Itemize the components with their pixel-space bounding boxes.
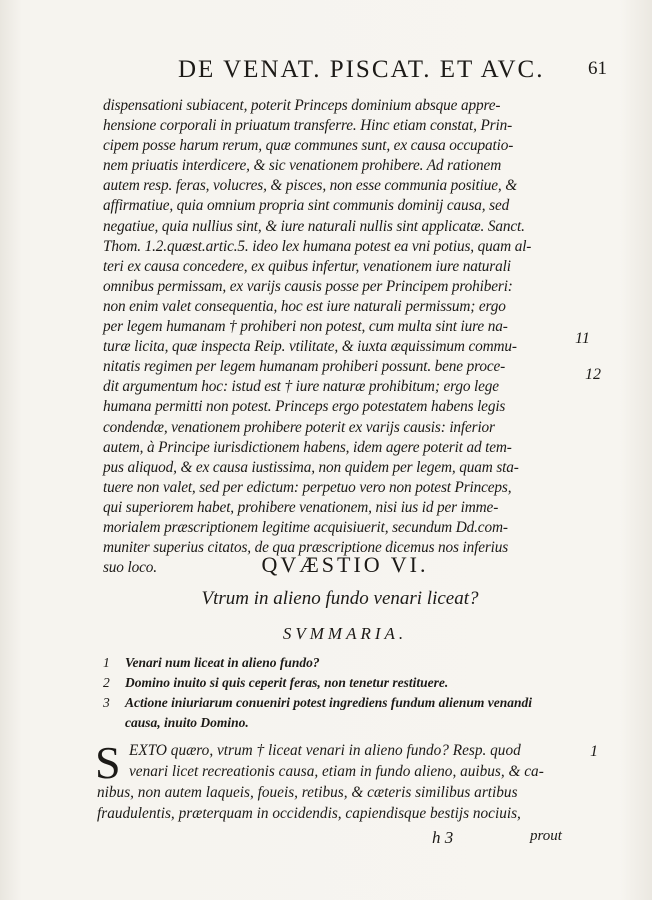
text-line: omnibus permissam, ex varijs causis posse per Principem prohiberi: [103, 277, 513, 295]
item-number: 3 [103, 695, 110, 710]
list-item [103, 653, 573, 673]
signature-mark: h 3 [432, 828, 454, 847]
main-paragraph [95, 737, 570, 824]
text-line: fraudulentis, præterquam in occidendis, capiendisque bestijs nociuis, [97, 805, 521, 822]
text-line: nitatis regimen per legem humanam prohiberi possunt. bene proce- [103, 358, 506, 376]
item-text: Venari num liceat in alieno fundo? [125, 655, 320, 670]
list-item [103, 673, 573, 693]
text-line: muniter superius citatos, de qua præscriptione dicemus nos inferius [103, 539, 509, 557]
item-text: causa, inuito Domino. [125, 715, 249, 730]
list-item [103, 693, 573, 713]
text-line: EXTO quæro, vtrum † liceat venari in alieno fundo? Resp. quod [129, 742, 521, 759]
margin-note: 11 [575, 330, 590, 347]
text-line: pus aliquod, & ex causa iustissima, non quidem per legem, quam sta- [103, 458, 519, 476]
list-item-continuation [103, 713, 573, 733]
item-text: Actione iniuriarum conueniri potest ingrediens fundum alienum venandi [125, 695, 532, 710]
page-number: 61 [588, 58, 607, 79]
text-line: turæ licita, quæ inspecta Reip. vtilitate, & iuxta æquissimum commu- [103, 338, 517, 356]
text-line: nibus, non autem laqueis, foueis, retibus, & cæteris similibus artibus [97, 784, 518, 801]
margin-note: 12 [585, 366, 601, 383]
text-line: venari licet recreationis causa, etiam in fundo alieno, auibus, & ca- [129, 763, 544, 780]
text-line: negatiue, quia nullius sint, & iure naturali nullis sint applicatæ. Sanct. [103, 217, 525, 235]
text-line: dit argumentum hoc: istud est † iure naturæ prohibitum; ergo lege [103, 378, 499, 396]
question-heading: QVÆSTIO VI. [261, 552, 429, 577]
text-line: autem resp. feras, volucres, & pisces, non esse communia positiue, & [103, 177, 517, 195]
text-line: cipem posse harum rerum, quæ communes sunt, ex causa occupatio- [103, 137, 514, 155]
text-line: tuere non valet, sed per edictum: perpetuo vero non potest Princeps, [103, 478, 512, 496]
text-line: Thom. 1.2.quæst.artic.5. ideo lex humana potest ea vni potius, quam al- [103, 237, 532, 255]
text-line: non enim valet consequentia, hoc est iure naturali permissum; ergo [103, 297, 506, 315]
text-line: autem, à Principe iurisdictionem habens, idem agere poterit ad tem- [103, 438, 512, 456]
margin-note: 1 [590, 743, 598, 760]
item-number: 2 [103, 675, 110, 690]
text-line: dispensationi subiacent, poterit Princeps dominium absque appre- [103, 97, 501, 114]
text-line: condendæ, venationem prohibere poterit ex varijs causis: inferior [103, 418, 495, 436]
text-line: qui superiorem habet, prohibere venationem, nisi ius id per imme- [103, 498, 499, 516]
item-number: 1 [103, 655, 110, 670]
text-line: suo loco. [103, 559, 157, 577]
text-line: humana permitti non potest. Princeps ergo potestatem habens legis [103, 398, 506, 416]
text-line: teri ex causa concedere, ex quibus infertur, venationem iure naturali [103, 257, 511, 275]
text-line: per legem humanam † prohiberi non potest, cum multa sint iure na- [103, 318, 508, 336]
text-line: nem priuatis interdicere, & sic venationem prohibere. Ad rationem [103, 157, 502, 175]
text-line: affirmatiue, quia omnium propria sint communis dominij causa, sed [103, 197, 510, 215]
running-title: DE VENAT. PISCAT. ET AVC. [178, 56, 545, 83]
text-line: morialem præscriptionem legitime acquisiuerit, secundum Dd.com- [103, 518, 508, 536]
body-paragraph [103, 96, 568, 578]
question-title: Vtrum in alieno fundo venari liceat? [201, 588, 479, 609]
catchword: prout [530, 828, 562, 844]
item-text: Domino inuito si quis ceperit feras, non tenetur restituere. [125, 675, 449, 690]
text-line: hensione corporali in priuatum transferre. Hinc etiam constat, Prin- [103, 117, 513, 135]
page-header [0, 56, 652, 96]
drop-cap: S [95, 737, 121, 788]
summaria-heading: SVMMARIA. [282, 624, 408, 643]
summary-list [103, 653, 573, 733]
